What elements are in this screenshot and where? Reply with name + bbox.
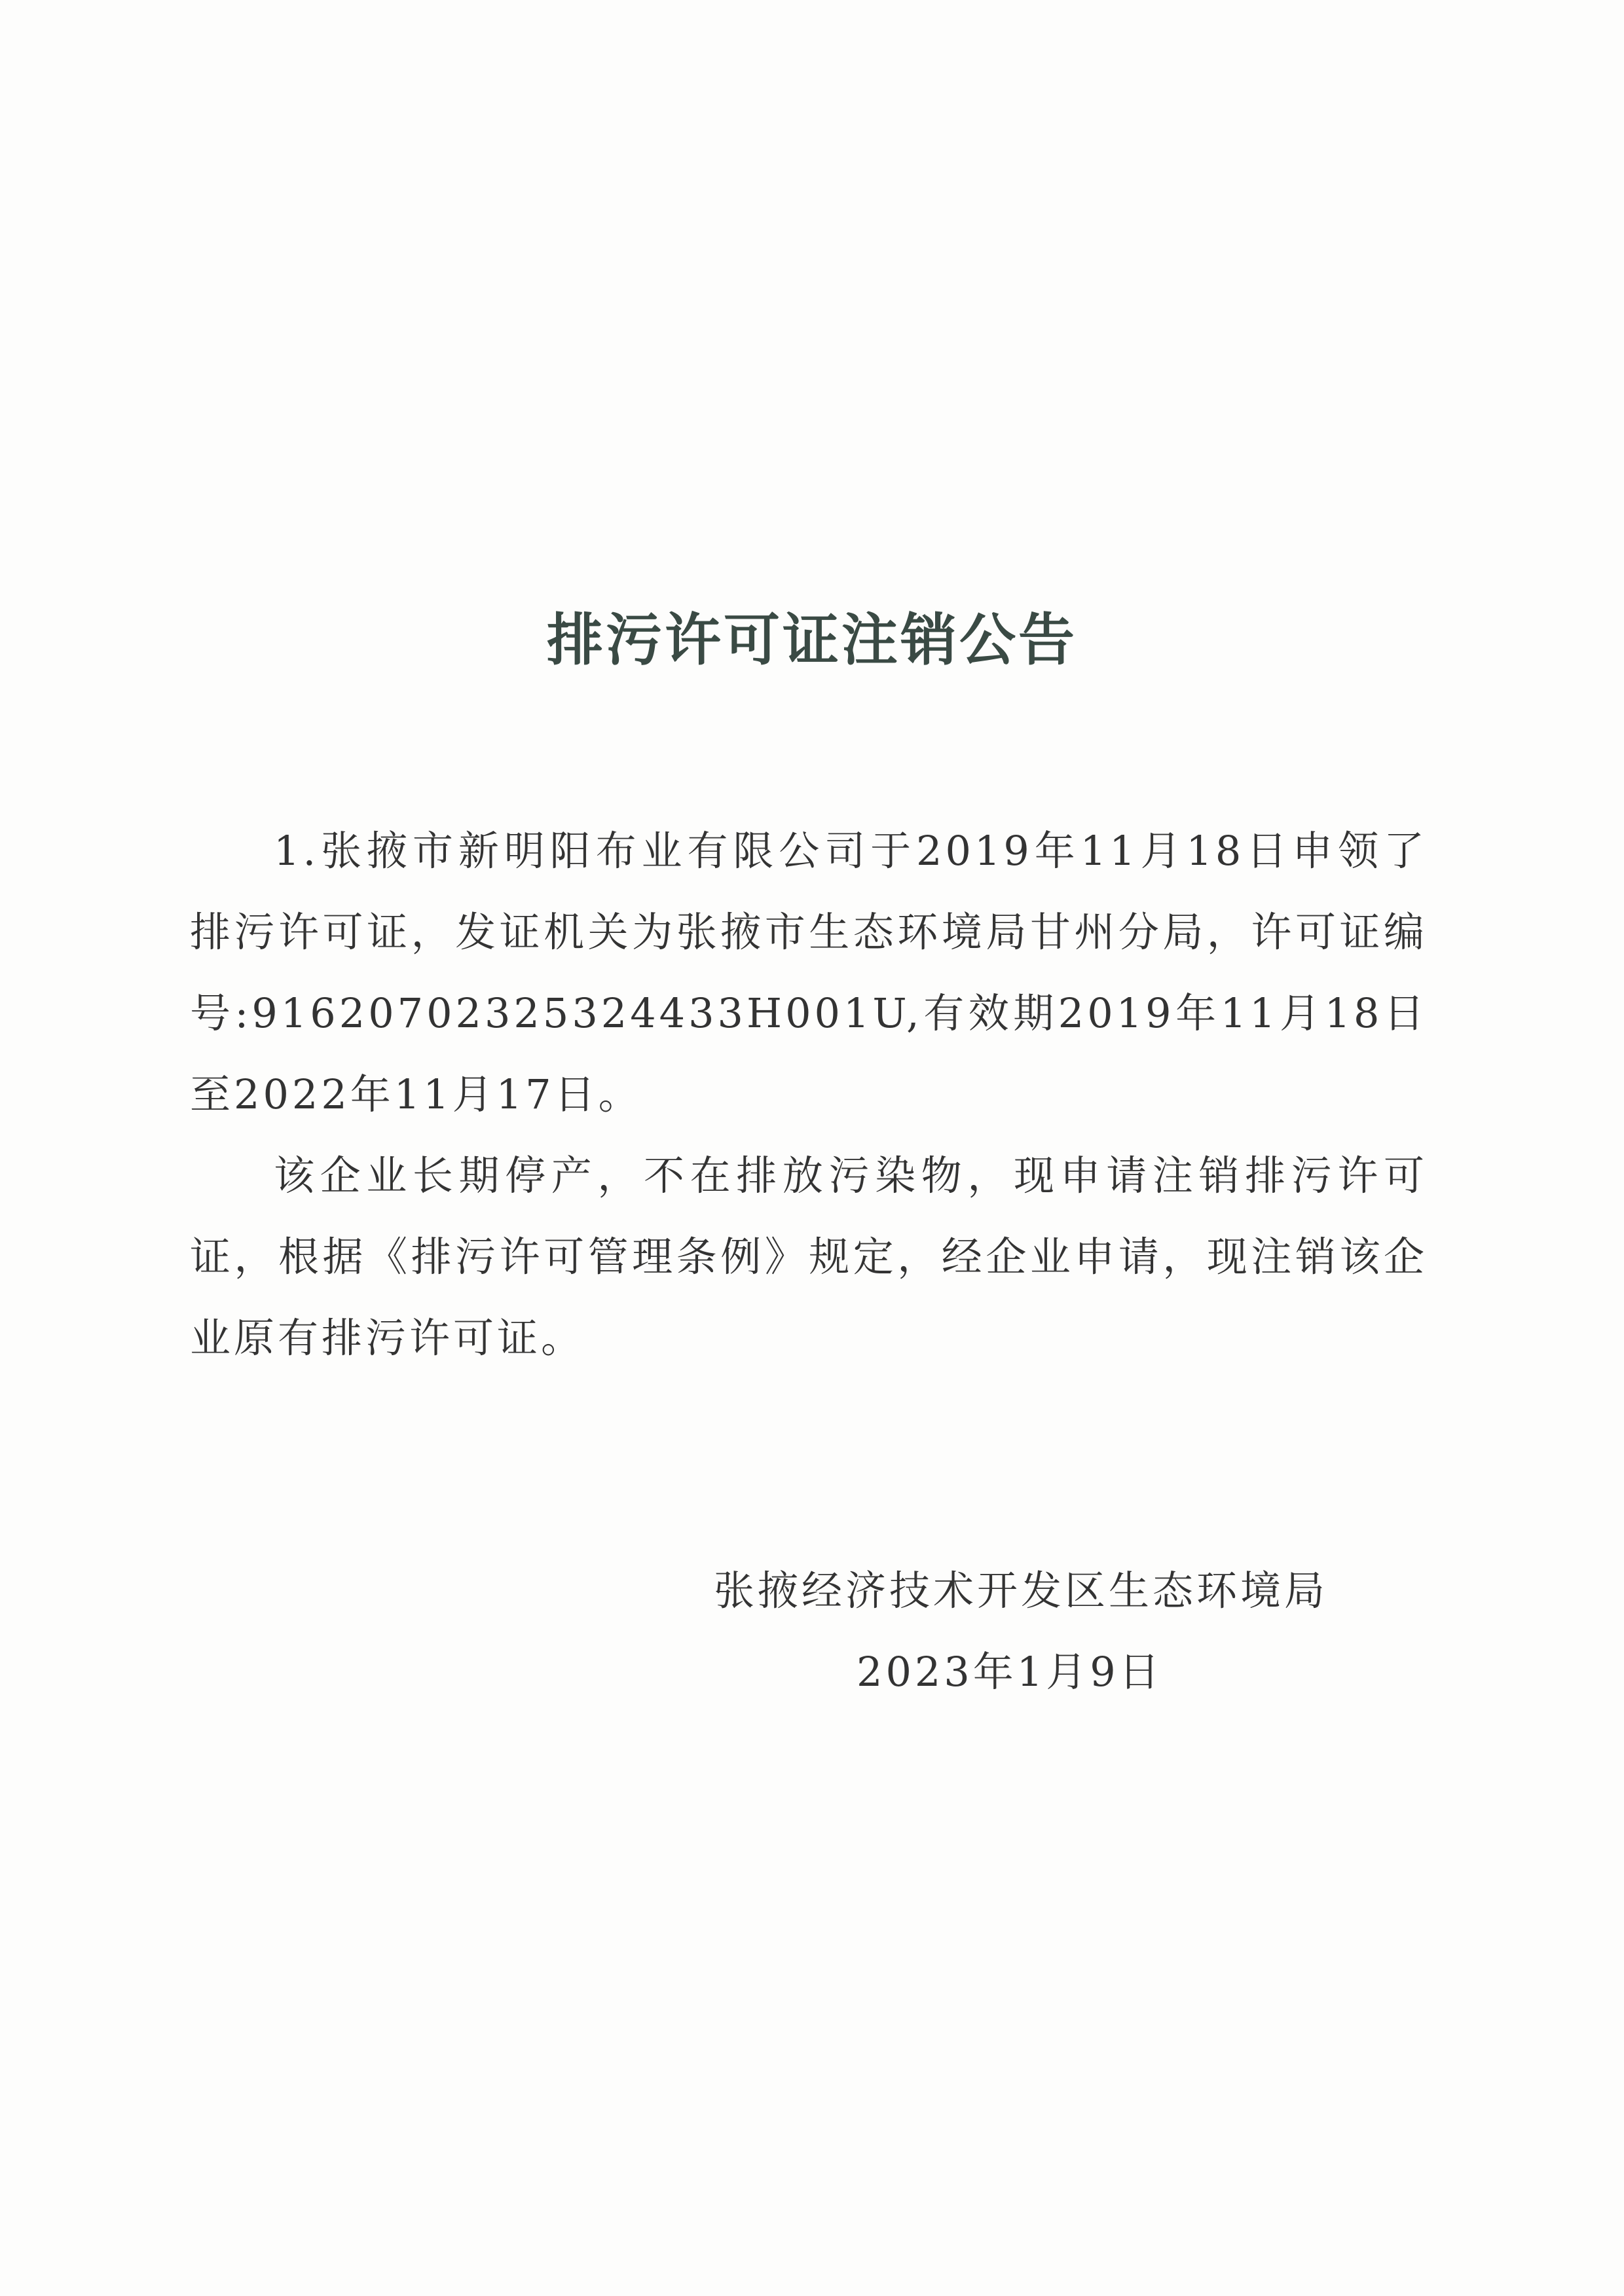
issue-date: 2023年1月9日 [857,1648,1163,1696]
document-title: 排污许可证注销公告 [547,607,1077,673]
issuing-organization: 张掖经济技术开发区生态环境局 [714,1567,1329,1614]
document-body [190,811,1428,1379]
paragraph-permit-details: 1.张掖市新明阳布业有限公司于2019年11月18日申领了排污许可证，发证机关为张掖市生态环境局甘州分局，许可证编号:91620702325324433H001U,有效期2019年11月18日至2022年11月17日。 [190,827,1428,1118]
signature-block [714,1550,1369,1713]
paragraph-cancellation-reason: 该企业长期停产，不在排放污染物，现申请注销排污许可证，根据《排污许可管理条例》规定，经企业申请，现注销该企业原有排污许可证。 [190,1152,1428,1362]
